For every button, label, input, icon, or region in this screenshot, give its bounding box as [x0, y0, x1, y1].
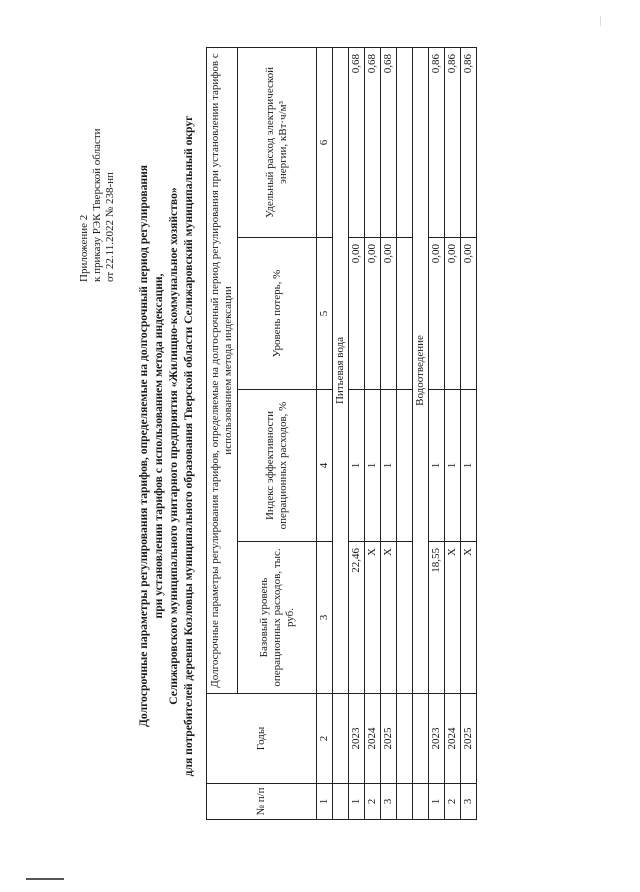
- efficiency-index-cell: 1: [349, 390, 365, 542]
- energy-consumption-cell: 0,86: [429, 47, 445, 237]
- header-group: Долгосрочные параметры регулирования тарифов, определяемые на долгосрочный период регулирования при установлении тарифов с использованием метода индексации: [207, 47, 238, 693]
- section-title: Водоотведение: [413, 47, 429, 693]
- spacer-cell: [397, 784, 413, 820]
- appendix-line: Приложение 2: [78, 214, 90, 282]
- header-efficiency-index: Индекс эффективности операционных расходов, %: [238, 390, 317, 542]
- row-number-cell: 1: [429, 784, 445, 820]
- table-row: [381, 47, 397, 819]
- energy-consumption-cell: 0,86: [461, 47, 477, 237]
- scan-artifact: [26, 878, 64, 880]
- table-row: [365, 47, 381, 819]
- index-cell: 4: [317, 390, 333, 542]
- efficiency-index-cell: 1: [429, 390, 445, 542]
- title-line: при установлении тарифов с использованием метода индексации,: [152, 273, 165, 619]
- base-opex-cell: 18,55: [429, 542, 445, 694]
- losses-cell: 0,00: [381, 238, 397, 390]
- table-row: [429, 47, 445, 819]
- table-row: [445, 47, 461, 819]
- row-number-cell: 3: [381, 784, 397, 820]
- index-cell: 5: [317, 238, 333, 390]
- section-empty-cell: [333, 694, 349, 784]
- row-number-cell: 2: [445, 784, 461, 820]
- row-number-cell: 1: [349, 784, 365, 820]
- column-index-row: [317, 47, 333, 819]
- efficiency-index-cell: 1: [445, 390, 461, 542]
- year-cell: 2023: [429, 694, 445, 784]
- parameters-table: [206, 47, 477, 820]
- spacer-cell: [397, 542, 413, 694]
- section-title: Питьевая вода: [333, 47, 349, 693]
- section-empty-cell: [413, 694, 429, 784]
- table-body: [333, 47, 477, 819]
- base-opex-cell: X: [461, 542, 477, 694]
- row-number-cell: 3: [461, 784, 477, 820]
- appendix-line: от 22.11.2022 № 238-нп: [104, 172, 116, 282]
- title-line: Селижаровского муниципального унитарного предприятия «Жилищно-коммунальное хозяйство»: [167, 187, 180, 705]
- row-number-cell: 2: [365, 784, 381, 820]
- section-empty-cell: [413, 784, 429, 820]
- scan-artifact: [600, 16, 601, 26]
- section-row: [333, 47, 349, 819]
- efficiency-index-cell: 1: [365, 390, 381, 542]
- losses-cell: 0,00: [429, 238, 445, 390]
- section-row: [413, 47, 429, 819]
- header-num: № п/п: [207, 784, 317, 820]
- losses-cell: 0,00: [461, 238, 477, 390]
- index-cell: 1: [317, 784, 333, 820]
- efficiency-index-cell: 1: [381, 390, 397, 542]
- appendix-line: к приказу РЭК Тверской области: [91, 128, 103, 282]
- table-row: [349, 47, 365, 819]
- year-cell: 2023: [349, 694, 365, 784]
- base-opex-cell: X: [365, 542, 381, 694]
- index-cell: 6: [317, 47, 333, 237]
- losses-cell: 0,00: [445, 238, 461, 390]
- index-cell: 2: [317, 694, 333, 784]
- base-opex-cell: X: [381, 542, 397, 694]
- spacer-cell: [397, 694, 413, 784]
- spacer-row: [397, 47, 413, 819]
- header-energy-consumption: Удельный расход электрической энергии, кВт·ч/м³: [238, 47, 317, 237]
- year-cell: 2024: [445, 694, 461, 784]
- header-year: Годы: [207, 694, 317, 784]
- table-row: [461, 47, 477, 819]
- base-opex-cell: X: [445, 542, 461, 694]
- rotated-document-page: [20, 16, 620, 876]
- header-losses: Уровень потерь, %: [238, 238, 317, 390]
- energy-consumption-cell: 0,68: [349, 47, 365, 237]
- section-empty-cell: [333, 784, 349, 820]
- appendix-note: [78, 82, 117, 282]
- year-cell: 2025: [381, 694, 397, 784]
- energy-consumption-cell: 0,68: [381, 47, 397, 237]
- energy-consumption-cell: 0,86: [445, 47, 461, 237]
- spacer-cell: [397, 390, 413, 542]
- efficiency-index-cell: 1: [461, 390, 477, 542]
- index-cell: 3: [317, 542, 333, 694]
- title-line: для потребителей деревни Козловцы муниципального образования Тверской области Селижаровский муниципальный округ: [182, 115, 195, 777]
- spacer-cell: [397, 47, 413, 237]
- losses-cell: 0,00: [349, 238, 365, 390]
- year-cell: 2025: [461, 694, 477, 784]
- document-title: [136, 16, 196, 876]
- header-base-opex: Базовый уровень операционных расходов, тыс. руб.: [238, 542, 317, 694]
- spacer-cell: [397, 238, 413, 390]
- title-line: Долгосрочные параметры регулирования тарифов, определяемые на долгосрочный период регулирования: [137, 164, 150, 728]
- year-cell: 2024: [365, 694, 381, 784]
- base-opex-cell: 22,46: [349, 542, 365, 694]
- losses-cell: 0,00: [365, 238, 381, 390]
- energy-consumption-cell: 0,68: [365, 47, 381, 237]
